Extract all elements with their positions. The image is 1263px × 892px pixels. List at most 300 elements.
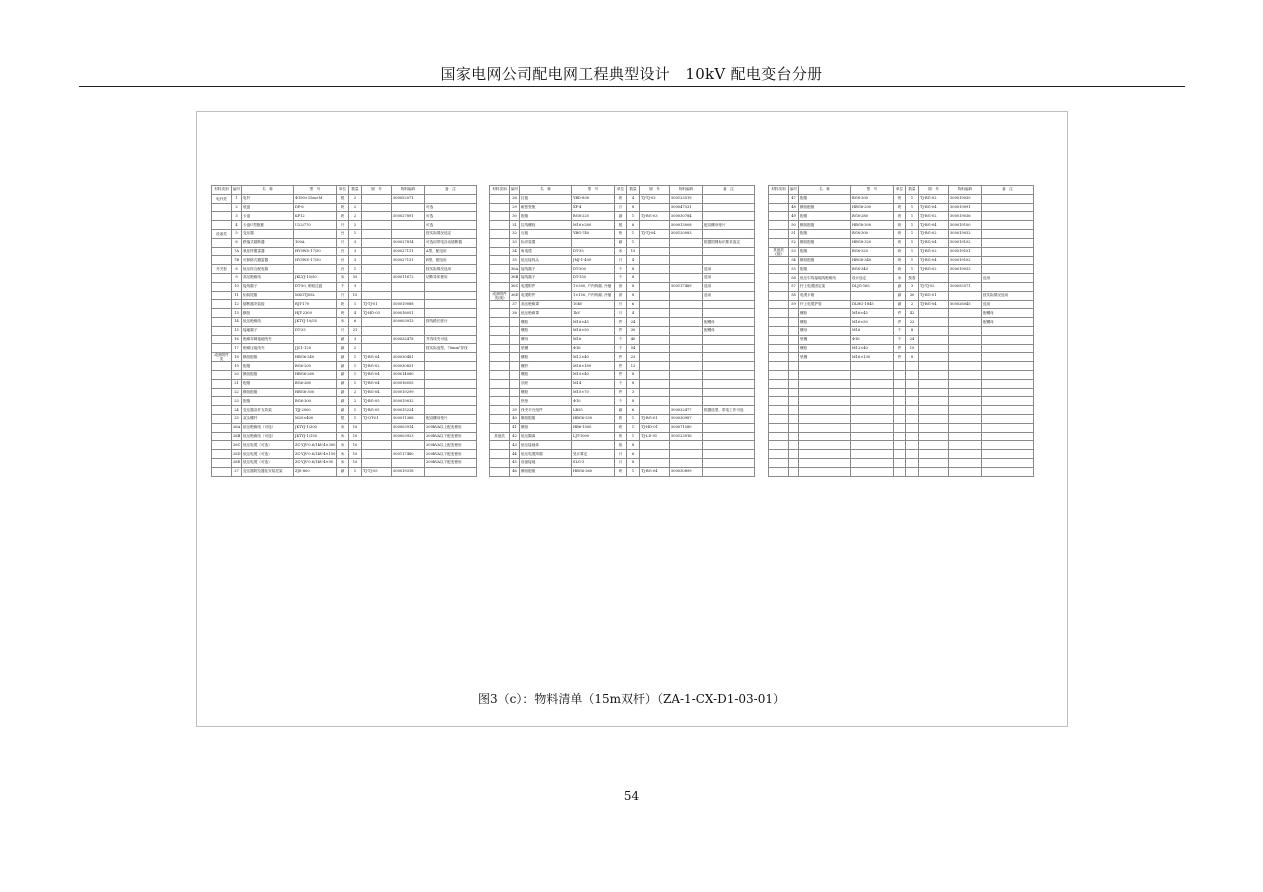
remark-cell: 根据国网标识要求选定	[703, 238, 755, 247]
drawing-number-cell: TJ-BG-01	[640, 414, 670, 423]
drawing-number-cell	[362, 291, 392, 300]
number-cell: 53	[789, 247, 799, 256]
model-cell: LB35	[572, 406, 615, 415]
table-row	[212, 265, 477, 274]
model-cell: 1kV	[572, 309, 615, 318]
name-cell: 双头螺杆	[242, 414, 294, 423]
name-cell	[799, 414, 851, 423]
table-row	[490, 291, 755, 300]
category-cell	[769, 450, 789, 459]
category-cell: 其他类(续)	[769, 247, 789, 256]
table-row	[212, 458, 477, 467]
quantity-cell: 4	[627, 194, 640, 203]
remark-cell: 选用	[703, 273, 755, 282]
category-cell	[490, 414, 510, 423]
column-header-note: 备 注	[982, 186, 1034, 195]
table-row	[490, 379, 755, 388]
table-header-row	[212, 186, 477, 195]
drawing-number-cell	[362, 229, 392, 238]
name-cell: 螺栓	[799, 344, 851, 353]
category-cell: 设备类	[212, 229, 232, 238]
name-cell: 绝缘穿刺接地线夹	[242, 335, 294, 344]
name-cell: 抱箍	[242, 397, 294, 406]
drawing-number-cell: TJ-BG-02	[919, 212, 949, 221]
name-cell: 低压电缆（可选）	[242, 441, 294, 450]
remark-cell	[703, 379, 755, 388]
name-cell	[799, 432, 851, 441]
unit-cell: 件	[615, 370, 627, 379]
category-cell	[769, 370, 789, 379]
table-row	[490, 203, 755, 212]
drawing-number-cell	[919, 318, 949, 327]
quantity-cell: 3	[349, 247, 362, 256]
table-row	[769, 414, 1034, 423]
number-cell: 26B	[232, 432, 242, 441]
remark-cell	[425, 406, 477, 415]
quantity-cell: 23	[627, 353, 640, 362]
name-cell: 抱箍	[799, 229, 851, 238]
category-cell	[490, 379, 510, 388]
number-cell	[789, 370, 799, 379]
table-row	[769, 370, 1034, 379]
material-code-cell: 500019032	[392, 397, 425, 406]
name-cell: 跌落式熔断器	[242, 238, 294, 247]
table-row	[490, 265, 755, 274]
material-code-cell	[949, 326, 982, 335]
remark-cell	[982, 414, 1034, 423]
remark-cell	[703, 344, 755, 353]
table-row	[490, 221, 755, 230]
number-cell	[789, 309, 799, 318]
column-header-code: 物料编码	[392, 186, 425, 195]
drawing-number-cell	[362, 265, 392, 274]
material-code-cell	[949, 441, 982, 450]
model-cell: M16×280	[572, 221, 615, 230]
drawing-number-cell	[362, 432, 392, 441]
quantity-cell: 6	[349, 317, 362, 326]
quantity-cell: 10	[349, 432, 362, 441]
quantity-cell: 1	[349, 414, 362, 423]
unit-cell: 副	[615, 212, 627, 221]
remark-cell	[703, 432, 755, 441]
remark-cell	[703, 309, 755, 318]
material-code-cell: 500030481	[392, 353, 425, 362]
figure-caption: 图3（c）：物料清单（15m双杆）（ZA-1-CX-D1-03-01）	[477, 692, 785, 706]
model-cell	[851, 458, 894, 467]
column-header-model: 型 号	[851, 186, 894, 195]
remark-cell: 可选用带电自动熔断器	[425, 238, 477, 247]
table-row	[769, 274, 1034, 283]
name-cell: 横担抱箍	[242, 370, 294, 379]
table-row	[769, 467, 1034, 476]
material-code-cell: 500011368	[392, 414, 425, 423]
table-row	[769, 194, 1034, 203]
model-cell: DP-6	[294, 203, 337, 212]
table-row	[769, 362, 1034, 371]
material-code-cell	[949, 370, 982, 379]
material-code-cell	[670, 256, 703, 265]
category-cell	[769, 238, 789, 247]
unit-cell	[894, 388, 906, 397]
material-code-cell	[949, 450, 982, 459]
category-cell	[212, 317, 232, 326]
name-cell: 角电缆	[520, 247, 572, 256]
model-cell: BG8-220	[572, 212, 615, 221]
remark-cell: 按实际情况选用	[982, 291, 1034, 300]
model-cell	[851, 467, 894, 476]
table-row	[769, 265, 1034, 274]
number-cell	[510, 379, 520, 388]
number-cell: 1	[232, 194, 242, 203]
number-cell	[510, 370, 520, 379]
model-cell: U22/770	[294, 221, 337, 230]
category-cell	[212, 221, 232, 230]
unit-cell: 米	[337, 432, 349, 441]
drawing-number-cell	[362, 335, 392, 344]
column-header-fig: 图 号	[640, 186, 670, 195]
category-cell	[490, 353, 510, 362]
drawing-number-cell: TJ-QT-01	[362, 414, 392, 423]
drawing-number-cell: TJ-BG-04	[640, 467, 670, 476]
name-cell	[799, 362, 851, 371]
drawing-number-cell	[362, 256, 392, 265]
category-cell	[769, 414, 789, 423]
model-cell: HBG6-260	[294, 370, 337, 379]
name-cell: 螺母	[799, 326, 851, 335]
category-cell	[490, 212, 510, 221]
model-cell: BG8-340	[851, 265, 894, 274]
column-header-no: 编号	[789, 186, 799, 195]
number-cell: 26A	[232, 423, 242, 432]
material-code-cell	[670, 388, 703, 397]
drawing-number-cell	[640, 221, 670, 230]
material-code-cell	[392, 458, 425, 467]
model-cell: DT-35	[572, 247, 615, 256]
quantity-cell	[906, 362, 919, 371]
quantity-cell: 2	[349, 344, 362, 353]
table-row	[769, 256, 1034, 265]
table-row	[212, 441, 477, 450]
category-cell	[769, 221, 789, 230]
table-row	[490, 397, 755, 406]
table-row	[769, 300, 1034, 309]
number-cell: 22	[232, 388, 242, 397]
name-cell: 压板	[520, 229, 572, 238]
drawing-number-cell	[640, 203, 670, 212]
drawing-number-cell	[640, 300, 670, 309]
drawing-number-cell	[640, 335, 670, 344]
table-row	[212, 256, 477, 265]
remark-cell	[425, 326, 477, 335]
model-cell	[851, 414, 894, 423]
model-cell: M16×50	[572, 326, 615, 335]
table-row	[212, 212, 477, 221]
material-code-cell	[392, 326, 425, 335]
quantity-cell: 10	[906, 344, 919, 353]
table-row	[212, 238, 477, 247]
quantity-cell: 42	[906, 309, 919, 318]
remark-cell: 200kVA以下配变使用	[425, 458, 477, 467]
remark-cell	[982, 467, 1034, 476]
drawing-number-cell: TJ-BG-02	[919, 229, 949, 238]
unit-cell: 米	[615, 247, 627, 256]
material-code-cell	[670, 353, 703, 362]
number-cell	[510, 353, 520, 362]
unit-cell: 块	[894, 229, 906, 238]
remark-cell: 按实际情况选用	[425, 265, 477, 274]
quantity-cell	[906, 458, 919, 467]
unit-cell: 套	[615, 291, 627, 300]
number-cell: 43	[510, 441, 520, 450]
quantity-cell: 8	[627, 265, 640, 274]
material-code-cell	[670, 379, 703, 388]
quantity-cell: 24	[627, 318, 640, 327]
model-cell	[294, 229, 337, 238]
number-cell: 45	[510, 458, 520, 467]
category-cell	[490, 335, 510, 344]
model-cell: M16×50	[851, 318, 894, 327]
quantity-cell: 1	[349, 406, 362, 415]
remark-cell: 选用	[982, 300, 1034, 309]
drawing-number-cell: TJ-BG-04	[919, 300, 949, 309]
remark-cell	[982, 362, 1034, 371]
material-table-3	[768, 185, 1034, 477]
material-code-cell: 500019036	[949, 212, 982, 221]
table-row	[212, 203, 477, 212]
name-cell: 垫圈	[520, 344, 572, 353]
number-cell: 20	[232, 370, 242, 379]
remark-cell	[982, 256, 1034, 265]
name-cell: 高压绝缘罩	[520, 300, 572, 309]
number-cell	[510, 326, 520, 335]
quantity-cell: 21	[349, 326, 362, 335]
table-row	[769, 309, 1034, 318]
number-cell	[789, 423, 799, 432]
material-code-cell	[670, 318, 703, 327]
unit-cell: 块	[894, 212, 906, 221]
remark-cell	[703, 450, 755, 459]
quantity-cell: 8	[627, 273, 640, 282]
name-cell: 氧化锌避雷器	[242, 247, 294, 256]
remark-cell	[703, 335, 755, 344]
drawing-number-cell: TJ-TJ-01	[362, 300, 392, 309]
unit-cell	[894, 441, 906, 450]
unit-cell: 台	[337, 256, 349, 265]
category-cell	[769, 326, 789, 335]
unit-cell: 件	[894, 353, 906, 362]
name-cell: 卡盘	[242, 212, 294, 221]
remark-cell	[703, 194, 755, 203]
material-code-cell: 500032477	[670, 406, 703, 415]
table-row	[490, 467, 755, 476]
quantity-cell: 6	[627, 406, 640, 415]
quantity-cell: 6	[627, 300, 640, 309]
material-code-cell	[670, 370, 703, 379]
material-code-cell	[949, 379, 982, 388]
name-cell: 低压绝缘罩	[520, 309, 572, 318]
name-cell: 低压绝缘线	[242, 317, 294, 326]
number-cell: 47	[789, 194, 799, 203]
category-cell	[769, 318, 789, 327]
unit-cell	[894, 362, 906, 371]
category-cell	[212, 432, 232, 441]
model-cell: M16	[572, 335, 615, 344]
category-cell	[490, 203, 510, 212]
name-cell	[799, 406, 851, 415]
material-code-cell	[392, 203, 425, 212]
remark-cell: 200kVA以上配变使用	[425, 441, 477, 450]
remark-cell	[425, 397, 477, 406]
drawing-number-cell: TJ-TJ-03	[640, 194, 670, 203]
table-row	[769, 423, 1034, 432]
material-code-cell: 500027814	[392, 238, 425, 247]
material-code-cell	[949, 353, 982, 362]
category-cell	[490, 238, 510, 247]
unit-cell: 副	[337, 353, 349, 362]
category-cell	[490, 406, 510, 415]
remark-cell: 选用	[703, 265, 755, 274]
table-row	[769, 379, 1034, 388]
table-row	[490, 300, 755, 309]
unit-cell: 个	[615, 335, 627, 344]
drawing-number-cell	[362, 450, 392, 459]
remark-cell: 切断导体使用	[425, 273, 477, 282]
table-row	[212, 370, 477, 379]
number-cell	[510, 388, 520, 397]
number-cell: 16	[232, 335, 242, 344]
quantity-cell: 30	[906, 291, 919, 300]
quantity-cell: 4	[627, 309, 640, 318]
unit-cell: 米	[894, 274, 906, 283]
unit-cell: 块	[894, 203, 906, 212]
quantity-cell: 8	[906, 326, 919, 335]
quantity-cell: 1	[349, 362, 362, 371]
quantity-cell: 1	[906, 203, 919, 212]
category-cell	[490, 309, 510, 318]
drawing-number-cell	[919, 362, 949, 371]
remark-cell	[703, 370, 755, 379]
material-code-cell: 500016055	[392, 379, 425, 388]
drawing-number-cell: TJ-BG-02	[919, 247, 949, 256]
category-cell	[490, 467, 510, 476]
number-cell: 36C	[510, 282, 520, 291]
unit-cell	[894, 406, 906, 415]
column-header-note: 备 注	[425, 186, 477, 195]
unit-cell: 米	[337, 441, 349, 450]
unit-cell: 块	[615, 423, 627, 432]
name-cell: 横担抱箍	[242, 353, 294, 362]
material-code-cell	[670, 309, 703, 318]
unit-cell	[894, 379, 906, 388]
number-cell: 8	[232, 265, 242, 274]
quantity-cell: 8	[906, 353, 919, 362]
model-cell: M12×40	[851, 344, 894, 353]
table-row	[212, 388, 477, 397]
table-row	[490, 414, 755, 423]
category-cell	[769, 458, 789, 467]
model-cell: JKTYJ-1/300	[294, 423, 337, 432]
page-header-title: 国家电网公司配电网工程典型设计 10kV 配电变台分册	[440, 65, 823, 83]
quantity-cell: 1	[627, 467, 640, 476]
category-cell	[212, 414, 232, 423]
model-cell: YBD-800	[572, 194, 615, 203]
quantity-cell: 12	[627, 362, 640, 371]
number-cell	[789, 450, 799, 459]
model-cell: HBG8-300	[851, 221, 894, 230]
quantity-cell: 8	[627, 441, 640, 450]
unit-cell: 套	[615, 282, 627, 291]
table-row	[212, 362, 477, 371]
remark-cell: 配螺母	[982, 318, 1034, 327]
remark-cell: 按实际选型，70mm²导线	[425, 344, 477, 353]
model-cell: M12×40	[572, 353, 615, 362]
quantity-cell: 3	[349, 335, 362, 344]
number-cell: 6	[232, 238, 242, 247]
unit-cell: 块	[894, 265, 906, 274]
category-cell	[212, 362, 232, 371]
remark-cell	[703, 300, 755, 309]
unit-cell	[894, 450, 906, 459]
number-cell	[510, 397, 520, 406]
number-cell: 31	[510, 221, 520, 230]
remark-cell	[425, 282, 477, 291]
material-code-cell	[949, 467, 982, 476]
unit-cell: 组	[615, 441, 627, 450]
remark-cell: 200kVA以下配变使用	[425, 432, 477, 441]
unit-cell: 个	[615, 273, 627, 282]
table-row	[212, 300, 477, 309]
category-cell	[490, 194, 510, 203]
category-cell	[769, 362, 789, 371]
table-row	[490, 212, 755, 221]
model-cell: YBG-740	[572, 229, 615, 238]
drawing-number-cell	[919, 414, 949, 423]
unit-cell: 个	[894, 326, 906, 335]
unit-cell: 件	[615, 388, 627, 397]
drawing-number-cell	[919, 379, 949, 388]
number-cell	[789, 326, 799, 335]
quantity-cell: 2	[349, 221, 362, 230]
model-cell: DT-300	[572, 265, 615, 274]
number-cell	[789, 414, 799, 423]
category-cell	[769, 203, 789, 212]
number-cell: 42	[510, 432, 520, 441]
drawing-number-cell: TJ-BG-04	[919, 203, 949, 212]
material-code-cell: 500030987	[670, 414, 703, 423]
unit-cell: 只	[337, 221, 349, 230]
remark-cell	[982, 326, 1034, 335]
drawing-number-cell	[640, 291, 670, 300]
quantity-cell: 6	[627, 450, 640, 459]
number-cell: 17	[232, 344, 242, 353]
remark-cell	[703, 212, 755, 221]
remark-cell	[982, 203, 1034, 212]
quantity-cell: 3	[349, 256, 362, 265]
drawing-number-cell	[640, 406, 670, 415]
category-cell	[212, 212, 232, 221]
name-cell	[799, 397, 851, 406]
unit-cell: 副	[337, 467, 349, 476]
quantity-cell	[906, 450, 919, 459]
model-cell: BG8-280	[851, 212, 894, 221]
material-code-cell	[949, 274, 982, 283]
unit-cell: 块	[894, 221, 906, 230]
number-cell: 48	[789, 203, 799, 212]
drawing-number-cell: TJ-BG-01	[919, 291, 949, 300]
category-cell: 成套附件类	[212, 353, 232, 362]
category-cell	[490, 397, 510, 406]
name-cell: 低压绝缘线（可选）	[242, 423, 294, 432]
